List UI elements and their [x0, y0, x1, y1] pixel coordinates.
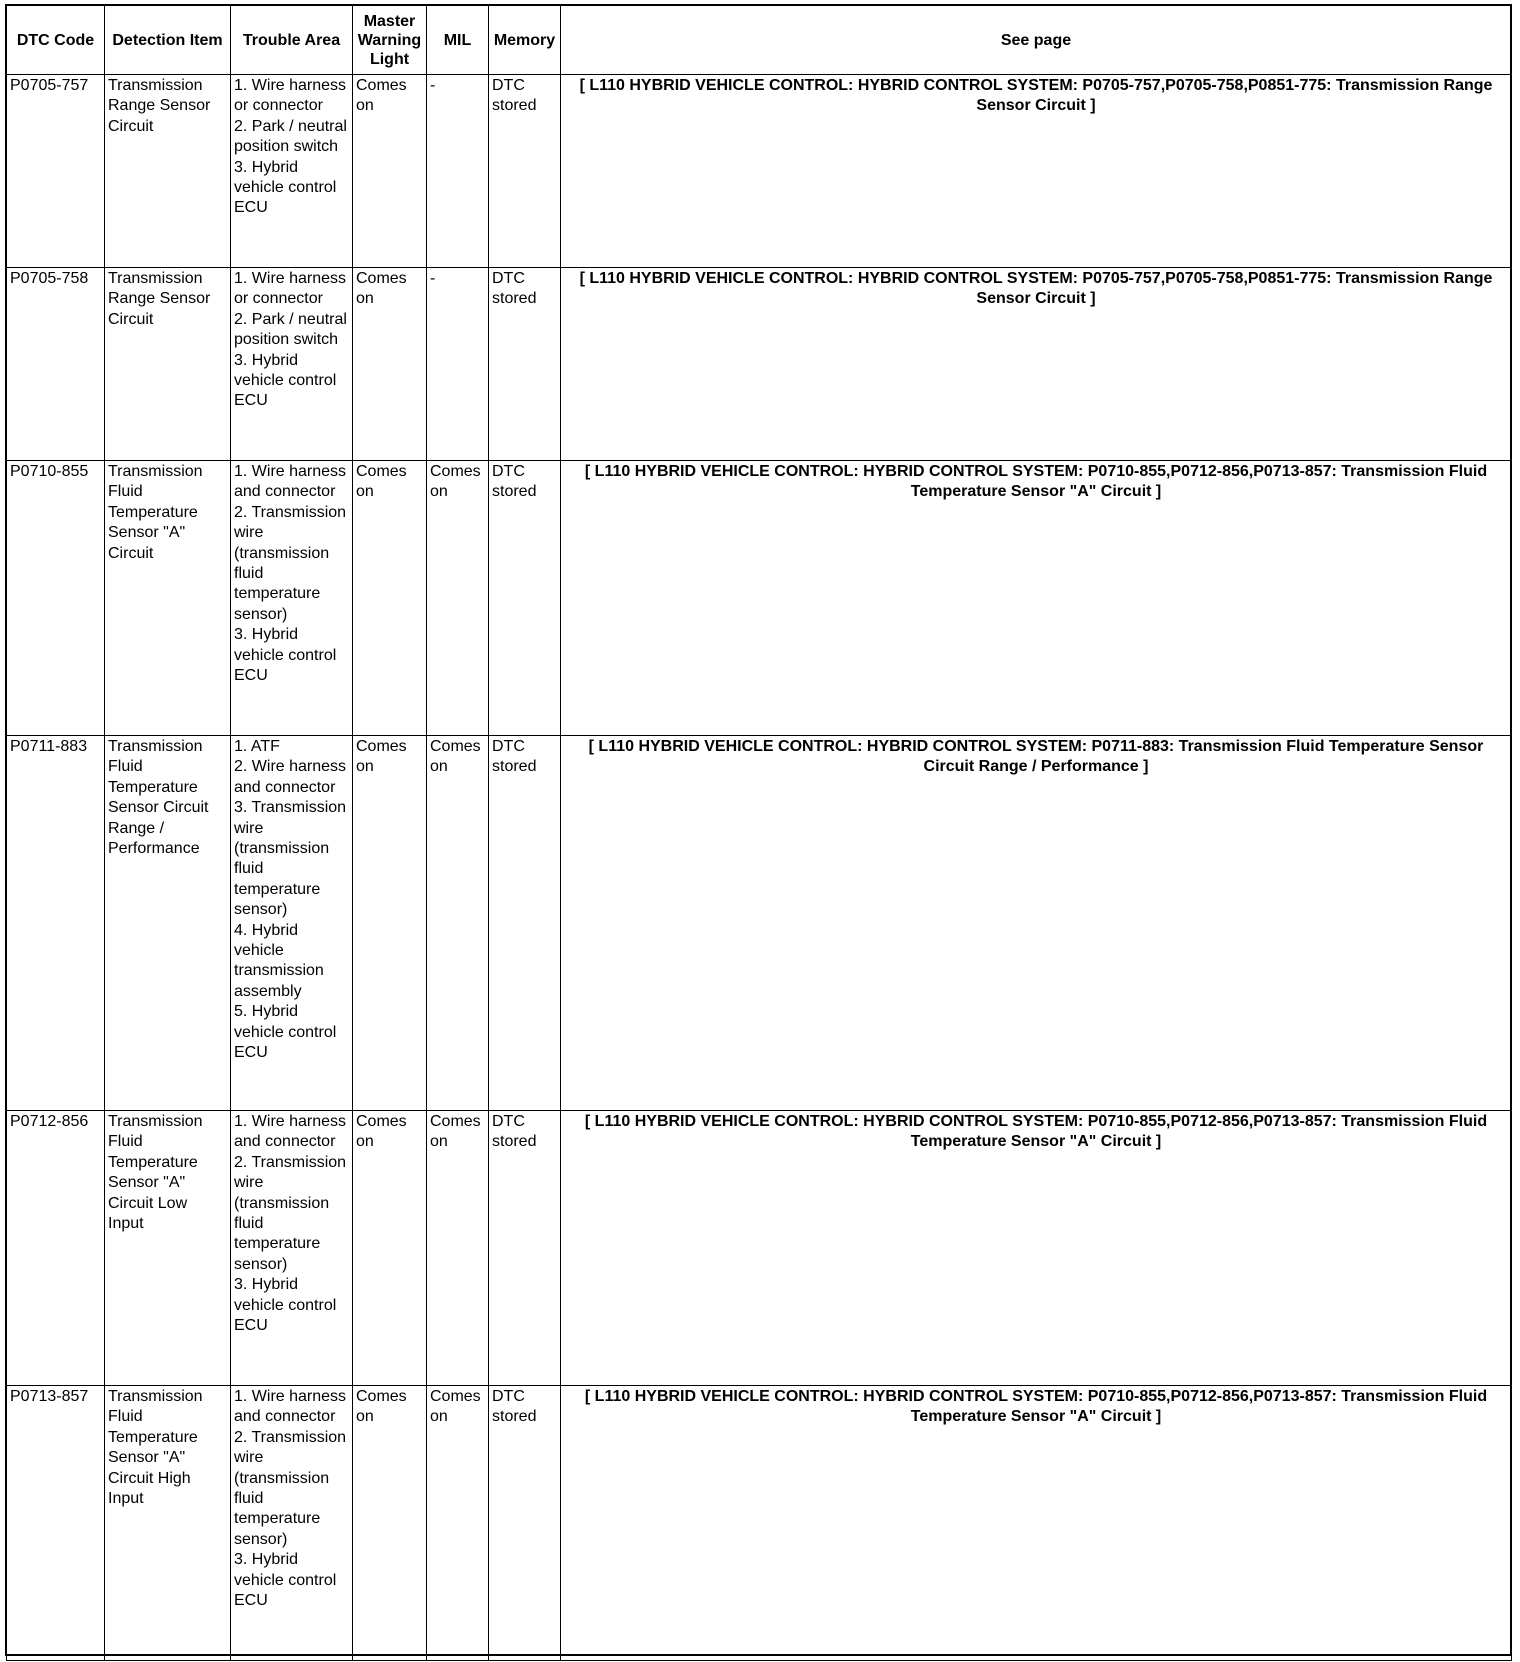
master-warning-light-cell: Comes on: [353, 736, 427, 1111]
mil-cell: Comes on: [427, 461, 489, 736]
table-row: [7, 1386, 1512, 1661]
table-row: [7, 268, 1512, 461]
trouble-area-line: 2. Park / neutral position switch: [234, 117, 347, 156]
table-header-row: [7, 6, 1512, 75]
detection-item-cell: Transmission Fluid Temperature Sensor "A" Circuit Low Input: [105, 1111, 231, 1386]
trouble-area-line: 2. Transmission wire (transmission fluid temperature sensor): [234, 1428, 347, 1548]
master-warning-light-cell: Comes on: [353, 75, 427, 268]
header-trouble-area: Trouble Area: [231, 6, 353, 75]
trouble-area-line: 2. Wire harness and connector: [234, 758, 347, 796]
trouble-area-cell: [231, 736, 353, 1111]
trouble-area-line: 2. Transmission wire (transmission fluid temperature sensor): [234, 1153, 347, 1273]
trouble-area-line: 3. Transmission wire (transmission fluid temperature sensor): [234, 799, 347, 919]
trouble-area-line: 1. Wire harness or connector: [234, 270, 347, 308]
trouble-area-line: 1. Wire harness and connector: [234, 1113, 347, 1151]
trouble-area-cell: [231, 461, 353, 736]
detection-item-cell: Transmission Fluid Temperature Sensor Circuit Range / Performance: [105, 736, 231, 1111]
dtc-table: [6, 5, 1512, 1661]
dtc-code-cell: P0710-855: [7, 461, 105, 736]
memory-cell: DTC stored: [489, 1386, 561, 1661]
trouble-area-cell: [231, 75, 353, 268]
trouble-area-line: 4. Hybrid vehicle transmission assembly: [234, 921, 324, 1000]
trouble-area-line: 2. Park / neutral position switch: [234, 310, 347, 349]
dtc-code-cell: P0712-856: [7, 1111, 105, 1386]
header-dtc-code: DTC Code: [7, 6, 105, 75]
memory-cell: DTC stored: [489, 736, 561, 1111]
header-detection-item: Detection Item: [105, 6, 231, 75]
see-page-link[interactable]: [ L110 HYBRID VEHICLE CONTROL: HYBRID CONTROL SYSTEM: P0705-757,P0705-758,P0851-775: Transmission Range Sensor Circuit ]: [561, 75, 1512, 268]
detection-item-cell: Transmission Range Sensor Circuit: [105, 75, 231, 268]
header-see-page: See page: [561, 6, 1512, 75]
detection-item-cell: Transmission Fluid Temperature Sensor "A" Circuit: [105, 461, 231, 736]
memory-cell: DTC stored: [489, 461, 561, 736]
trouble-area-cell: [231, 1386, 353, 1661]
see-page-link[interactable]: [ L110 HYBRID VEHICLE CONTROL: HYBRID CONTROL SYSTEM: P0705-757,P0705-758,P0851-775: Transmission Range Sensor Circuit ]: [561, 268, 1512, 461]
see-page-link[interactable]: [ L110 HYBRID VEHICLE CONTROL: HYBRID CONTROL SYSTEM: P0710-855,P0712-856,P0713-857: Transmission Fluid Temperature Sensor "A" Circuit ]: [561, 1386, 1512, 1661]
mil-cell: Comes on: [427, 1386, 489, 1661]
memory-cell: DTC stored: [489, 1111, 561, 1386]
trouble-area-line: 2. Transmission wire (transmission fluid temperature sensor): [234, 503, 347, 623]
dtc-code-cell: P0711-883: [7, 736, 105, 1111]
detection-item-cell: Transmission Fluid Temperature Sensor "A" Circuit High Input: [105, 1386, 231, 1661]
trouble-area-line: 1. Wire harness and connector: [234, 463, 347, 501]
master-warning-light-cell: Comes on: [353, 268, 427, 461]
table-row: [7, 75, 1512, 268]
trouble-area-line: 3. Hybrid vehicle control ECU: [234, 1276, 337, 1335]
header-mil: MIL: [427, 6, 489, 75]
master-warning-light-cell: Comes on: [353, 461, 427, 736]
see-page-link[interactable]: [ L110 HYBRID VEHICLE CONTROL: HYBRID CONTROL SYSTEM: P0710-855,P0712-856,P0713-857: Transmission Fluid Temperature Sensor "A" Circuit ]: [561, 1111, 1512, 1386]
master-warning-light-cell: Comes on: [353, 1111, 427, 1386]
trouble-area-line: 1. Wire harness or connector: [234, 77, 347, 115]
mil-cell: -: [427, 268, 489, 461]
table-row: [7, 1111, 1512, 1386]
header-memory: Memory: [489, 6, 561, 75]
detection-item-cell: Transmission Range Sensor Circuit: [105, 268, 231, 461]
master-warning-light-cell: Comes on: [353, 1386, 427, 1661]
dtc-code-cell: P0705-758: [7, 268, 105, 461]
header-master-warning-light: Master Warning Light: [353, 6, 427, 75]
memory-cell: DTC stored: [489, 268, 561, 461]
table-row: [7, 736, 1512, 1111]
trouble-area-line: 3. Hybrid vehicle control ECU: [234, 351, 337, 410]
mil-cell: Comes on: [427, 1111, 489, 1386]
trouble-area-line: 3. Hybrid vehicle control ECU: [234, 1551, 337, 1610]
trouble-area-cell: [231, 1111, 353, 1386]
memory-cell: DTC stored: [489, 75, 561, 268]
mil-cell: Comes on: [427, 736, 489, 1111]
see-page-link[interactable]: [ L110 HYBRID VEHICLE CONTROL: HYBRID CONTROL SYSTEM: P0710-855,P0712-856,P0713-857: Transmission Fluid Temperature Sensor "A" Circuit ]: [561, 461, 1512, 736]
see-page-link[interactable]: [ L110 HYBRID VEHICLE CONTROL: HYBRID CONTROL SYSTEM: P0711-883: Transmission Fluid Temperature Sensor Circuit Range / Performance ]: [561, 736, 1512, 1111]
dtc-code-cell: P0713-857: [7, 1386, 105, 1661]
trouble-area-line: 5. Hybrid vehicle control ECU: [234, 1003, 337, 1062]
trouble-area-cell: [231, 268, 353, 461]
dtc-code-cell: P0705-757: [7, 75, 105, 268]
trouble-area-line: 1. ATF: [234, 738, 280, 755]
trouble-area-line: 3. Hybrid vehicle control ECU: [234, 158, 337, 217]
table-row: [7, 461, 1512, 736]
trouble-area-line: 3. Hybrid vehicle control ECU: [234, 626, 337, 685]
mil-cell: -: [427, 75, 489, 268]
trouble-area-line: 1. Wire harness and connector: [234, 1388, 347, 1426]
